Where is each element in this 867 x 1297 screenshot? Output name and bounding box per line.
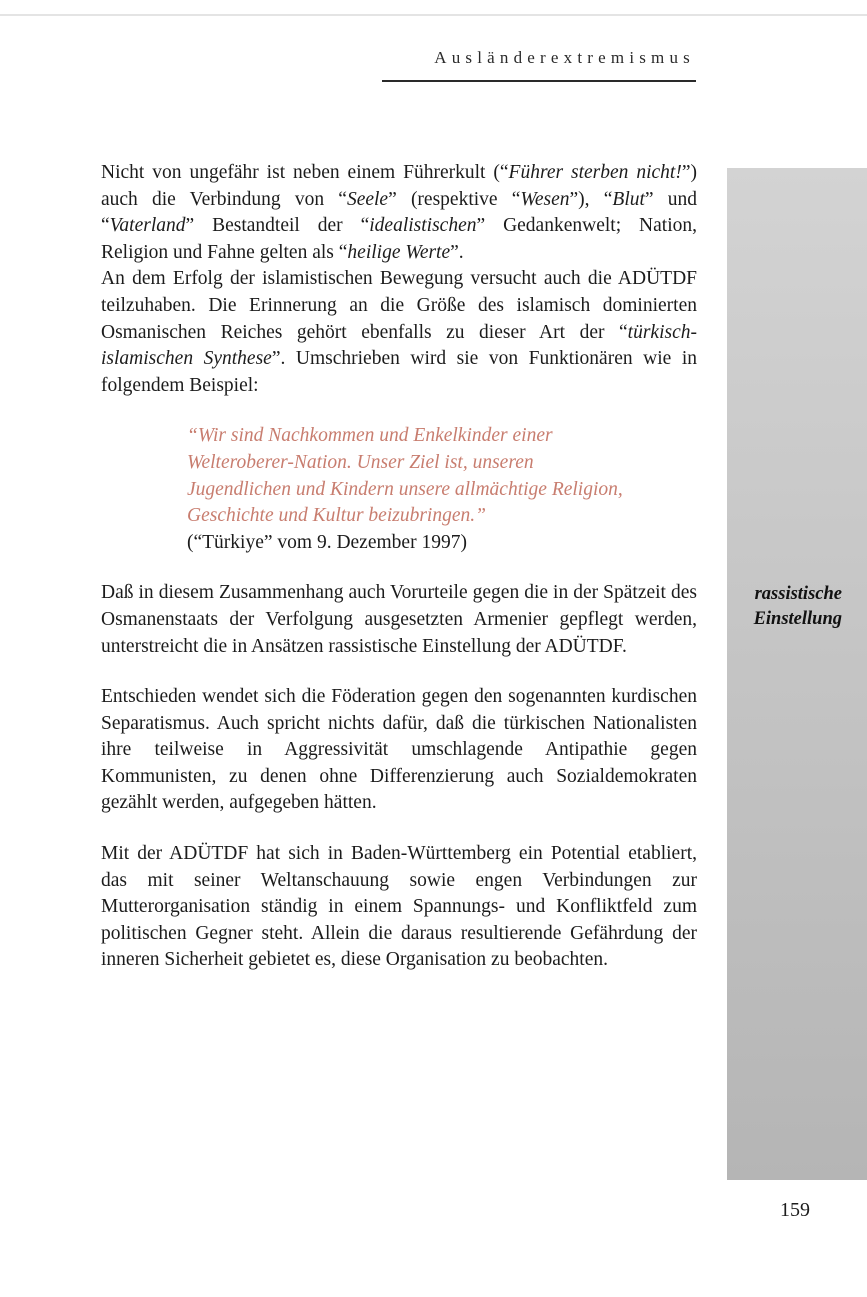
- p1-text: ”) auch die Verbindung von “: [101, 162, 697, 210]
- paragraph-5: Mit der ADÜTDF hat sich in Baden-Württemberg ein Potential etabliert, das mit seiner Weltanschauung sowie engen Verbindungen zur Mutterorganisation ständig in einem Spannungs- und Konfliktfeld zum politischen Gegner steht. Allein die daraus resultierende Gefährdung der inneren Sicherheit gebietet es, diese Organisation zu beobachten.: [101, 843, 697, 971]
- margin-strip: [727, 168, 867, 1180]
- main-text: [101, 160, 697, 974]
- p2-text: ”. Umschrieben wird sie von Funktionären wie in folgendem Beispiel:: [101, 348, 697, 396]
- p1-text: Nicht von ungefähr ist neben einem Führerkult (“: [101, 162, 509, 183]
- page-number: 159: [780, 1199, 810, 1221]
- header-rule: [382, 80, 696, 82]
- paragraph-1: [101, 160, 697, 266]
- running-header: Ausländerextremismus: [434, 48, 695, 67]
- p2-text: An dem Erfolg der islamistischen Bewegung versucht auch die ADÜTDF teilzuhaben. Die Erinnerung an die Größe des islamisch dominierten Osmanischen Reiches gehört ebenfalls zu dieser Art der “: [101, 268, 697, 343]
- p1-italic: Seele: [346, 188, 389, 210]
- p1-italic: Wesen: [520, 188, 570, 210]
- p1-italic: heilige Werte: [347, 241, 451, 263]
- p1-italic: Blut: [612, 188, 645, 210]
- p2-italic: türkisch-islamischen Synthese: [101, 321, 697, 370]
- paragraph-2: [101, 266, 697, 399]
- paragraph-4: Entschieden wendet sich die Föderation gegen den sogenannten kurdischen Separatismus. Auch spricht nichts dafür, daß die türkischen Nationalisten ihre teilweise in Aggressivität umschlagende Antipathie gegen Kommunisten, zu denen ohne Differenzierung auch Sozialdemokraten gezählt werden, aufgegeben hätten.: [101, 686, 697, 814]
- p1-text: ” (respektive “: [388, 188, 521, 210]
- p1-text: ”.: [450, 241, 464, 263]
- page-top-edge: [0, 14, 867, 16]
- p1-text: ” Bestandteil der “: [185, 215, 370, 237]
- p1-text: ” und “: [101, 188, 698, 237]
- p1-italic: Führer sterben nicht!: [508, 162, 682, 183]
- margin-note: [729, 582, 842, 632]
- p1-text: ” Gedankenwelt; Nation, Religion und Fahne gelten als “: [101, 215, 697, 263]
- p1-italic: Vaterland: [109, 215, 186, 237]
- margin-note-line-2: Einstellung: [753, 609, 842, 629]
- paragraph-3: Daß in diesem Zusammenhang auch Vorurteile gegen die in der Spätzeit des Osmanenstaats der Verfolgung ausgesetzten Armenier gepflegt werden, unterstreicht die in Ansätzen rassistische Einstellung der ADÜTDF.: [101, 582, 697, 657]
- block-quote: “Wir sind Nachkommen und Enkelkinder einer Welteroberer-Nation. Unser Ziel ist, unseren Jugendlichen und Kindern unsere allmächtige Religion, Geschichte und Kultur beizubringen.”: [187, 425, 623, 527]
- quote-source: (“Türkiye” vom 9. Dezember 1997): [187, 531, 467, 553]
- p1-italic: idealistischen: [369, 215, 477, 237]
- margin-note-line-1: rassistische: [754, 584, 842, 604]
- p1-text: ”), “: [569, 188, 613, 210]
